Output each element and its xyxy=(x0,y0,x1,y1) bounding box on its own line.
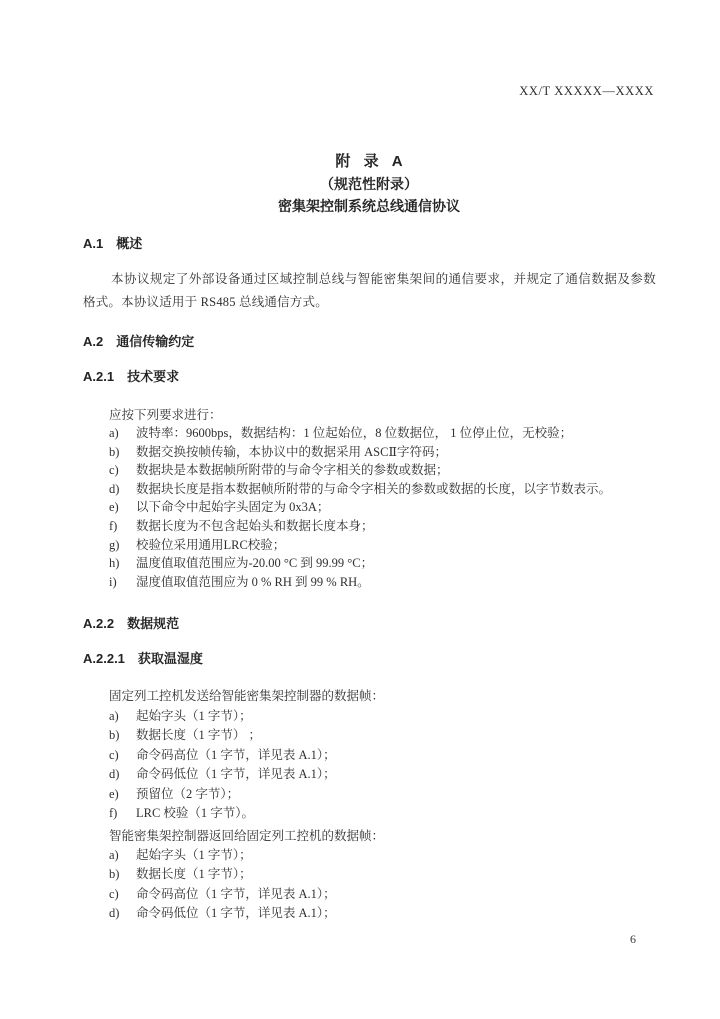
list-item xyxy=(109,765,664,784)
list-item xyxy=(109,865,664,884)
list-item-text: 数据块是本数据帧所附带的与命令字相关的参数或数据； xyxy=(136,463,449,478)
list-item xyxy=(109,707,664,726)
list-item-text: 命令码低位（1 字节，详见表 A.1）； xyxy=(136,767,336,782)
list-item-text: 数据交换按帧传输，本协议中的数据采用 ASCⅡ字符码； xyxy=(136,444,447,459)
list-item-text: 命令码低位（1 字节，详见表 A.1）； xyxy=(136,906,336,921)
list-item xyxy=(109,498,664,517)
list-item xyxy=(109,461,664,480)
dataframe-send-intro: 固定列工控机发送给智能密集架控制器的数据帧： xyxy=(109,689,385,703)
section-number: A.1 xyxy=(83,236,104,251)
list-item-label: h) xyxy=(109,556,120,571)
list-item-label: a) xyxy=(109,426,119,440)
list-item-text: 校验位采用通用LRC校验； xyxy=(136,537,286,552)
list-item xyxy=(109,480,664,499)
list-item-label: c) xyxy=(109,463,119,478)
list-item xyxy=(109,517,664,536)
list-item-label: e) xyxy=(109,500,119,515)
list-item xyxy=(109,885,664,904)
list-item xyxy=(109,424,664,443)
list-item-label: d) xyxy=(109,906,120,921)
section-number: A.2.2 xyxy=(83,616,115,631)
section-heading-a22 xyxy=(83,613,179,632)
list-item xyxy=(109,804,664,823)
list-item-label: b) xyxy=(109,867,120,882)
list-item-label: a) xyxy=(109,848,119,862)
list-item-text: 数据块长度是指本数据帧所附带的与命令字相关的参数或数据的长度，以字节数表示。 xyxy=(136,481,612,496)
list-item xyxy=(109,846,664,865)
section-number: A.2.2.1 xyxy=(83,651,125,666)
appendix-title: 密集架控制系统总线通信协议 xyxy=(278,198,460,214)
dataframe-return-list xyxy=(109,846,664,924)
list-item-text: 起始字头（1 字节）； xyxy=(136,709,252,723)
list-item xyxy=(109,746,664,765)
list-item-text: 预留位（2 字节）； xyxy=(136,786,240,801)
page-number: 6 xyxy=(630,932,636,946)
list-item-text: 数据长度为不包含起始头和数据长度本身； xyxy=(136,518,374,533)
list-item-text: 数据长度（1 字节）； xyxy=(136,867,252,882)
list-item-text: 温度值取值范围应为-20.00 °C 到 99.99 °C； xyxy=(136,556,374,571)
list-item xyxy=(109,785,664,804)
list-item-text: 起始字头（1 字节）； xyxy=(136,848,252,862)
list-item-label: f) xyxy=(109,805,118,820)
list-item-text: LRC 校验（1 字节）。 xyxy=(136,805,255,820)
section-number: A.2.1 xyxy=(83,369,115,384)
requirements-intro: 应按下列要求进行： xyxy=(109,408,222,422)
section-title: 数据规范 xyxy=(127,616,180,631)
list-item xyxy=(109,904,664,923)
list-item-label: c) xyxy=(109,886,119,901)
header-doc-code: XX/T XXXXX—XXXX xyxy=(519,84,654,98)
list-item xyxy=(109,726,664,745)
list-item-text: 数据长度（1 字节） ； xyxy=(136,728,262,743)
list-item-text: 波特率：9600bps，数据结构：1 位起始位，8 位数据位， 1 位停止位，无校验； xyxy=(136,426,573,440)
list-item-label: c) xyxy=(109,747,119,762)
overview-paragraph: 本协议规定了外部设备通过区域控制总线与智能密集架间的通信要求，并规定了通信数据及参数格式。本协议适用于 RS485 总线通信方式。 xyxy=(83,272,656,309)
list-item xyxy=(109,554,664,573)
section-title: 概述 xyxy=(116,236,143,251)
dataframe-return-intro: 智能密集架控制器返回给固定列工控机的数据帧： xyxy=(109,829,385,843)
appendix-type: （规范性附录） xyxy=(320,176,418,192)
section-heading-a2 xyxy=(83,331,194,350)
list-item-label: b) xyxy=(109,444,120,459)
list-item xyxy=(109,536,664,555)
list-item-label: b) xyxy=(109,728,120,743)
section-title: 获取温湿度 xyxy=(137,651,203,666)
list-item-text: 命令码高位（1 字节，详见表 A.1）； xyxy=(136,886,336,901)
section-heading-a221 xyxy=(83,648,203,667)
section-title: 通信传输约定 xyxy=(116,334,195,349)
list-item-label: e) xyxy=(109,786,119,801)
list-item-text: 以下命令中起始字头固定为 0x3A； xyxy=(136,500,330,515)
section-heading-a21 xyxy=(83,366,179,385)
list-item-label: d) xyxy=(109,481,120,496)
section-title: 技术要求 xyxy=(127,369,180,384)
list-item-label: d) xyxy=(109,767,120,782)
list-item-label: f) xyxy=(109,518,118,533)
list-item-label: g) xyxy=(109,537,120,552)
dataframe-send-list xyxy=(109,707,664,823)
list-item xyxy=(109,573,664,592)
list-item-label: a) xyxy=(109,709,119,723)
list-item-text: 命令码高位（1 字节，详见表 A.1）； xyxy=(136,747,336,762)
appendix-label: 附 录 A xyxy=(335,153,403,170)
section-heading-a1 xyxy=(83,233,142,252)
section-number: A.2 xyxy=(83,334,104,349)
list-item-text: 湿度值取值范围应为 0 % RH 到 99 % RH。 xyxy=(136,574,370,589)
requirements-list xyxy=(109,424,664,591)
list-item-label: i) xyxy=(109,574,117,589)
list-item xyxy=(109,443,664,462)
